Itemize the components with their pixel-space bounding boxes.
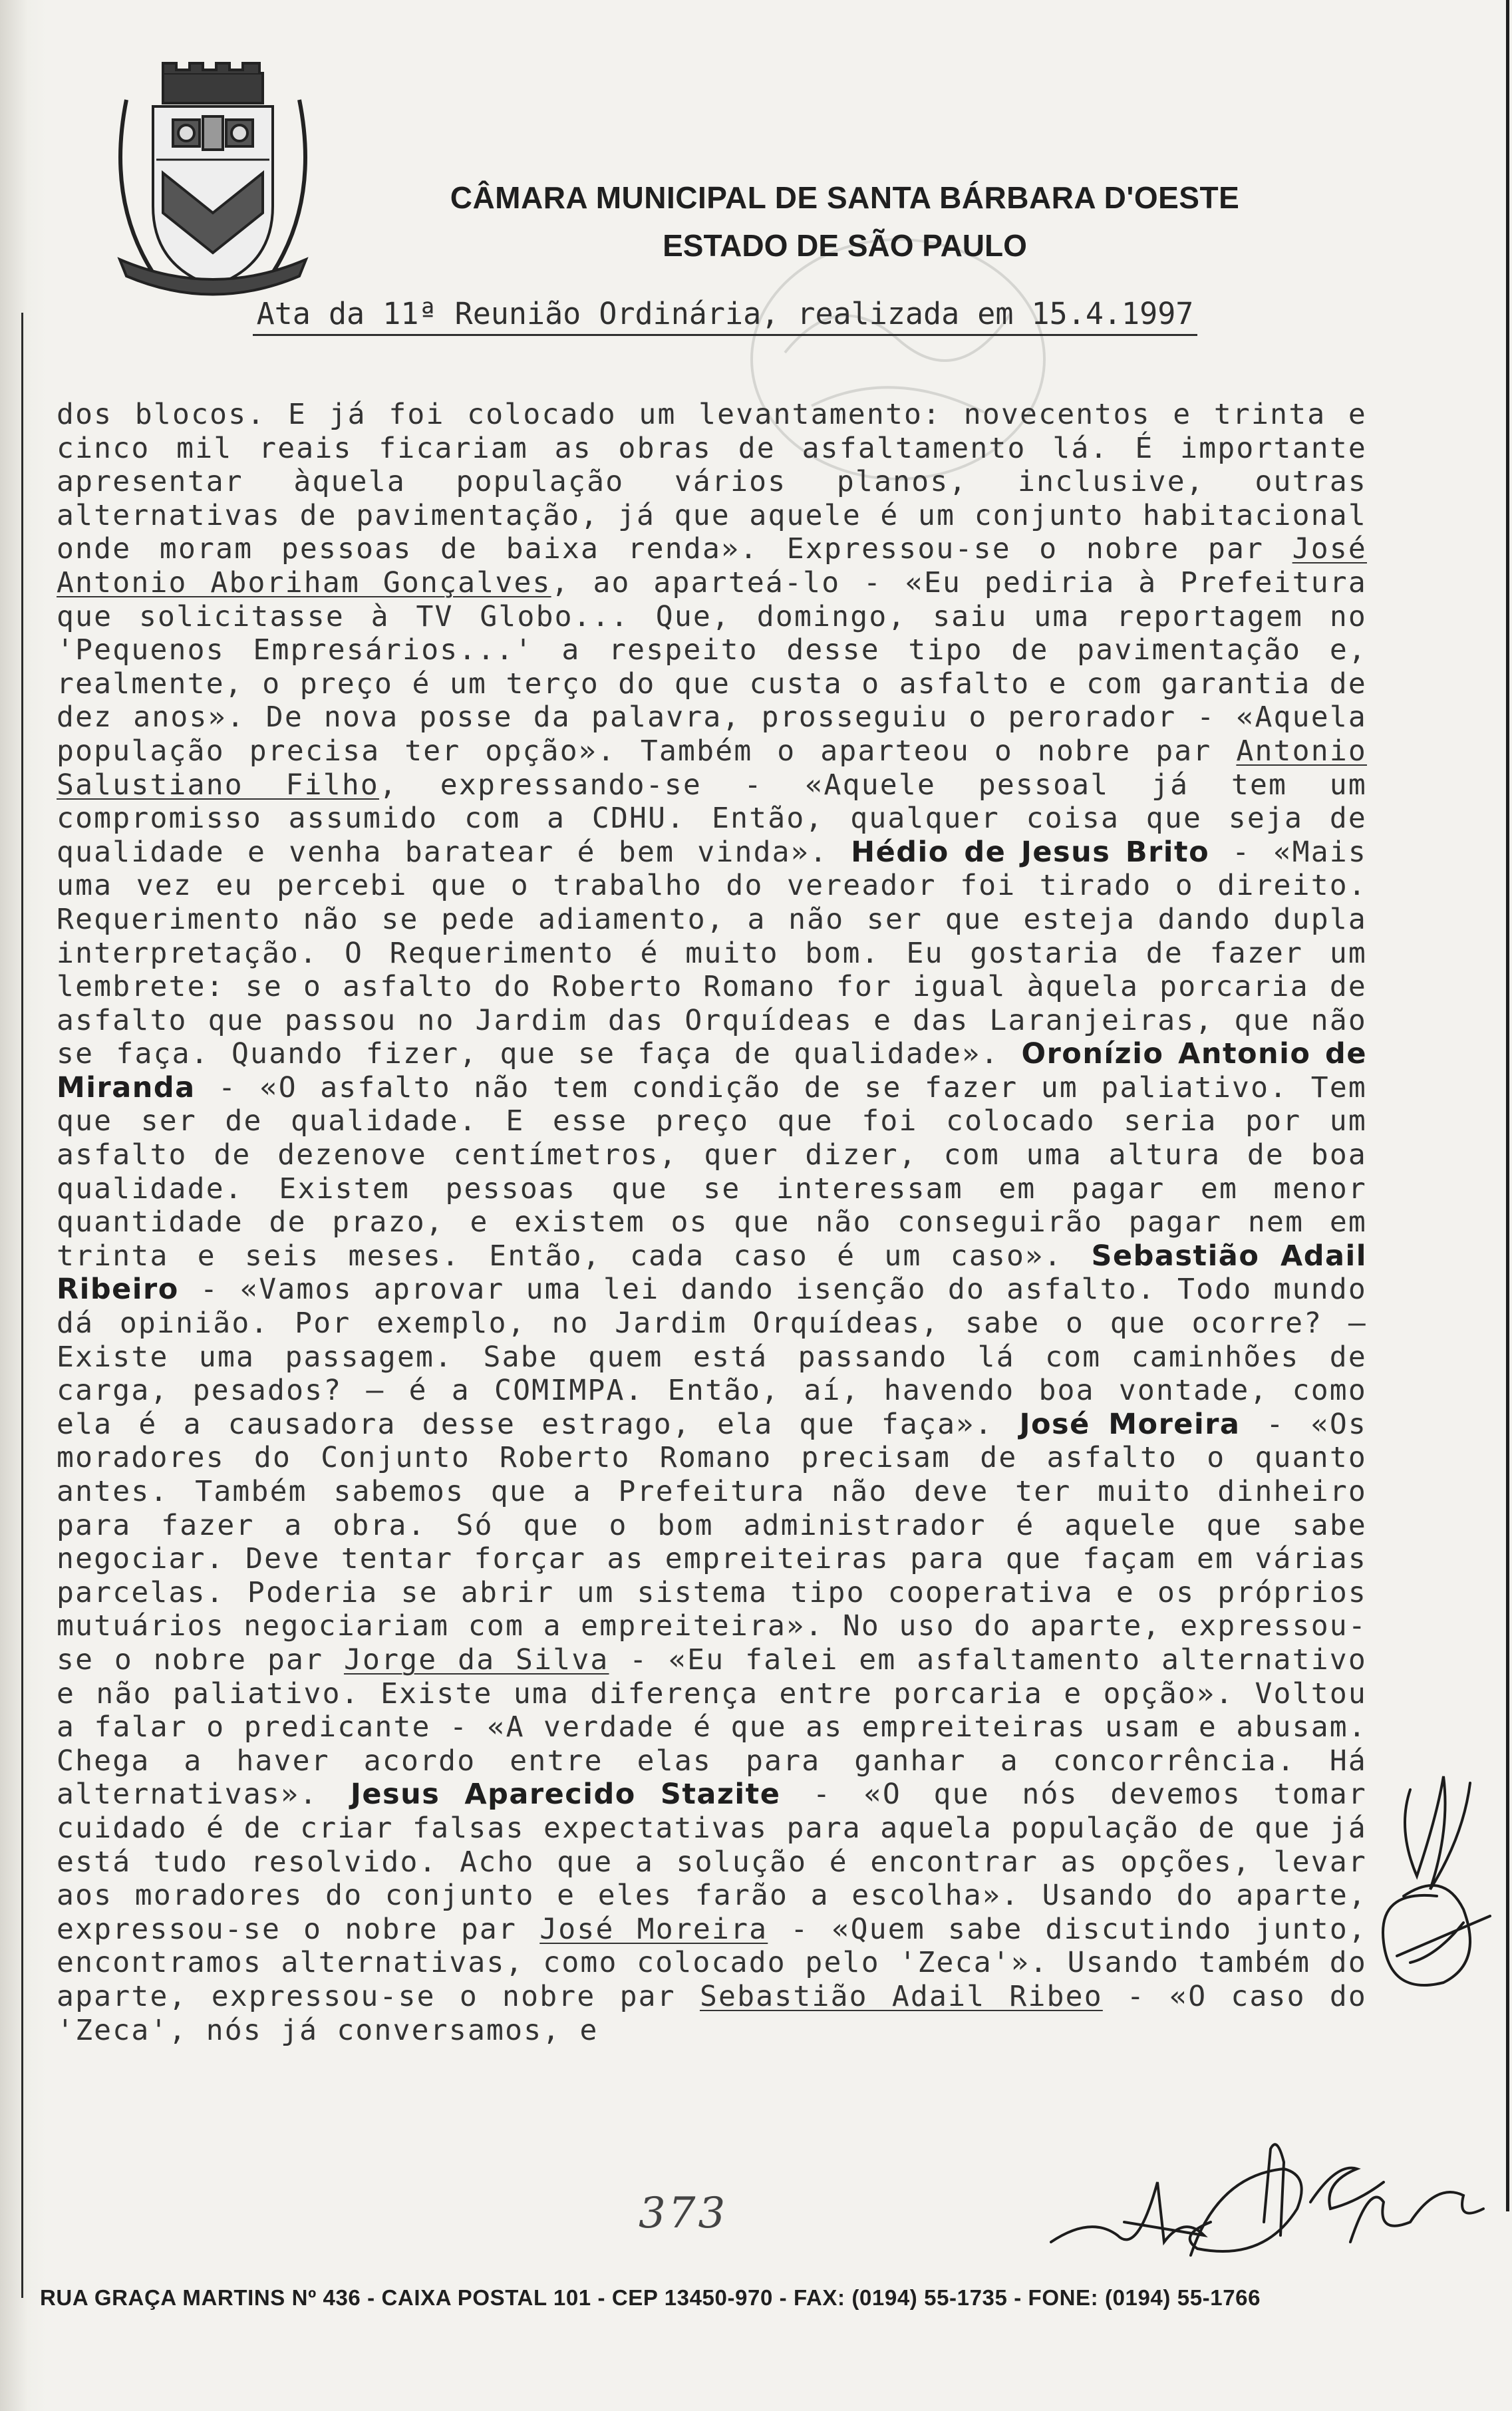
body-text-segment: , ao aparteá-lo - «Eu pediria à Prefeitura que solicitasse à TV Globo... Que, domingo, saiu uma reportagem no 'Pequenos Empresários...' a respeito desse tipo de pavimentação e, realmente, o preço é um terço do que custa o asfalto e com garantia de dez anos». De nova posse da palavra, prosseguiu o perorador - «Aquela população precisa ter opção». Também o aparteou o nobre par	[57, 565, 1367, 768]
councillor-name: Sebastião Adail Ribeo	[699, 1979, 1103, 2013]
speaker-name: José Moreira	[1019, 1407, 1241, 1441]
page-binding-shadow	[0, 0, 47, 2411]
body-text-segment: - «Eu falei em asfaltamento alternativo e não paliativo. Existe uma diferença entre porcaria e opção». Voltou a falar o predicante - «A verdade é que as empreiteiras usam e abusam. Chega a haver acordo entre elas para ganhar a concorrência. Há alternativas».	[57, 1643, 1367, 1812]
speaker-name: Hédio de Jesus Brito	[851, 835, 1210, 869]
councillor-name: José Moreira	[539, 1912, 768, 1946]
page-number: 373	[639, 2189, 728, 2238]
speaker-name: Oronízio Antonio de Miranda	[57, 1037, 1367, 1104]
right-edge-rule	[1506, 0, 1509, 2211]
councillor-name: Jorge da Silva	[343, 1643, 609, 1677]
handwritten-signatures	[1038, 1763, 1503, 2295]
coat-of-arms-icon	[100, 60, 326, 313]
minutes-title	[200, 296, 1251, 331]
speaker-name: Sebastião Adail Ribeiro	[57, 1239, 1367, 1307]
body-text-segment: - «Vamos aprovar uma lei dando isenção do asfalto. Todo mundo dá opinião. Por exemplo, no Jardim Orquídeas, sabe o que ocorre? — Existe uma passagem. Sabe quem está passando lá com caminhões de carga, pesados? — é a COMIMPA. Então, aí, havendo boa vontade, como ela é a causadora desse estrago, ela que faça».	[57, 1273, 1367, 1441]
body-text-segment: - «O asfalto não tem condição de se fazer um paliativo. Tem que ser de qualidade. E esse preço que foi colocado seria por um asfalto de dezenove centímetros, quer dizer, com uma altura de boa qualidade. Existem pessoas que se interessam em pagar em menor quantidade de prazo, e existem os que não conseguirão pagar nem em trinta e seis meses. Então, cada caso é um caso».	[57, 1070, 1367, 1273]
speaker-name: Jesus Aparecido Stazite	[350, 1778, 781, 1812]
body-text-segment: - «O caso do 'Zeca', nós já conversamos, e	[57, 1979, 1367, 2047]
minutes-title-text: Ata da 11ª Reunião Ordinária, realizada em 15.4.1997	[253, 296, 1198, 336]
councillor-name: Antonio Salustiano Filho	[57, 734, 1367, 802]
body-text-segment: , expressando-se - «Aquele pessoal já tem um compromisso assumido com a CDHU. Então, qualquer coisa que seja de qualidade e venha baratear é bem vinda».	[57, 768, 1367, 869]
institution-state: ESTADO DE SÃO PAULO	[663, 228, 1027, 263]
footer-address: RUA GRAÇA MARTINS Nº 436 - CAIXA POSTAL 101 - CEP 13450-970 - FAX: (0194) 55-1735 - FONE: (0194) 55-1766	[40, 2285, 1261, 2310]
body-text-segment: - «Os moradores do Conjunto Roberto Romano precisam de asfalto o quanto antes. Também sabemos que a Prefeitura não deve ter muito dinheiro para fazer a obra. Só que o bom administrador é aquele que sabe negociar. Deve tentar forçar as empreiteiras para que façam em várias parcelas. Poderia se abrir um sistema tipo cooperativa e os próprios mutuários negociariam com a empreiteira». No uso do aparte, expressou-se o nobre par	[57, 1407, 1368, 1677]
left-margin-rule	[21, 313, 23, 2298]
body-text-segment: - «Quem sabe discutindo junto, encontramos alternativas, como colocado pelo 'Zeca'». Usando também do aparte, expressou-se o nobre par	[57, 1912, 1367, 2013]
councillor-name: José Antonio Aboriham Gonçalves	[57, 532, 1367, 599]
institution-name: CÂMARA MUNICIPAL DE SANTA BÁRBARA D'OESTE	[450, 180, 1240, 215]
body-text-segment: - «Mais uma vez eu percebi que o trabalho do vereador foi tirado o direito. Requerimento não se pede adiamento, a não ser que esteja dando dupla interpretação. O Requerimento é muito bom. Eu gostaria de fazer um lembrete: se o asfalto do Roberto Romano for igual àquela porcaria de asfalto que passou no Jardim das Orquídeas e das Laranjeiras, que não se faça. Quando fizer, que se faça de qualidade».	[57, 835, 1367, 1071]
body-text-segment: - «O que nós devemos tomar cuidado é de criar falsas expectativas para aquela população de que já está tudo resolvido. Acho que a solução é encontrar as opções, levar aos moradores do conjunto e eles farão a escolha». Usando do aparte, expressou-se o nobre par	[57, 1778, 1368, 1946]
body-text-segment: dos blocos. E já foi colocado um levantamento: novecentos e trinta e cinco mil reais ficariam as obras de asfaltamento lá. É importante apresentar àquela população vários planos, inclusive, outras alternativas de pavimentação, já que aquele é um conjunto habitacional onde moram pessoas de baixa renda». Expressou-se o nobre par	[57, 398, 1367, 566]
